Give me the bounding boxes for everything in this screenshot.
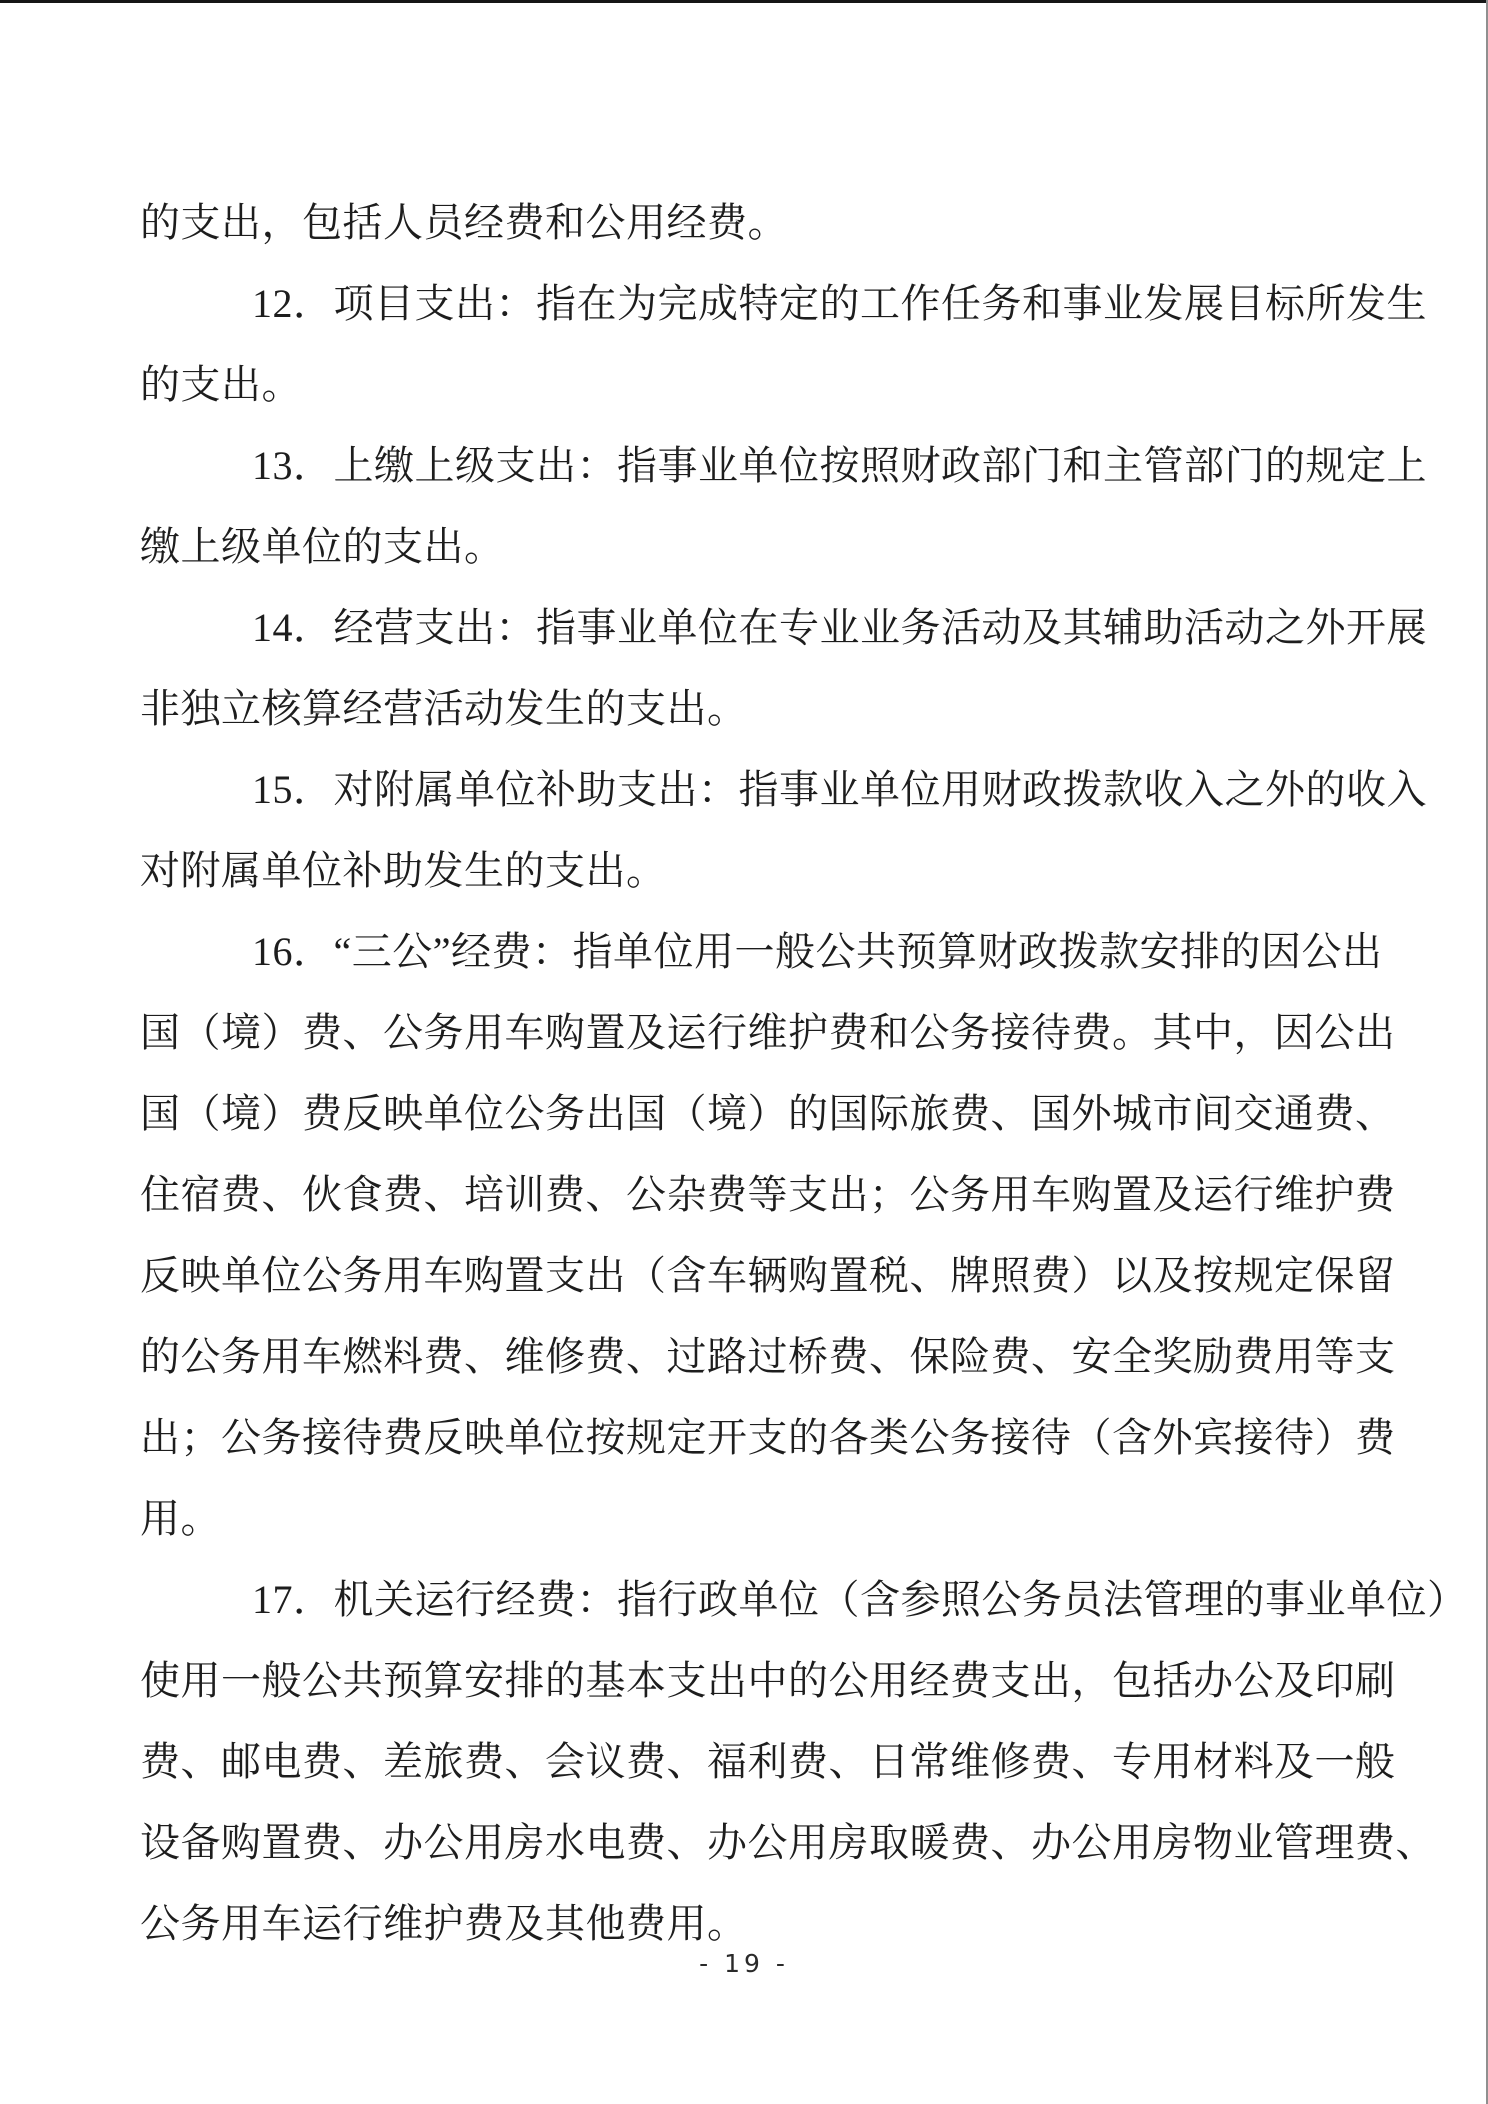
text-line: 的支出。 <box>140 362 302 407</box>
text-line: 17．机关运行经费：指行政单位（含参照公务员法管理的事业单位） <box>252 1577 1468 1622</box>
text-line: 设备购置费、办公用房水电费、办公用房取暖费、办公用房物业管理费、 <box>140 1820 1436 1865</box>
text-line: 住宿费、伙食费、培训费、公杂费等支出；公务用车购置及运行维护费 <box>140 1172 1396 1217</box>
text-line: 15．对附属单位补助支出：指事业单位用财政拨款收入之外的收入 <box>252 767 1427 812</box>
text-line: 14．经营支出：指事业单位在专业业务活动及其辅助活动之外开展 <box>252 605 1427 650</box>
text-line: 反映单位公务用车购置支出（含车辆购置税、牌照费）以及按规定保留 <box>140 1253 1396 1298</box>
text-line: 国（境）费反映单位公务出国（境）的国际旅费、国外城市间交通费、 <box>140 1091 1396 1136</box>
text-line: 缴上级单位的支出。 <box>140 524 505 569</box>
text-line: 的支出，包括人员经费和公用经费。 <box>140 200 788 245</box>
text-line: 16．“三公”经费：指单位用一般公共预算财政拨款安排的因公出 <box>252 929 1383 974</box>
text-line: 13．上缴上级支出：指事业单位按照财政部门和主管部门的规定上 <box>252 443 1427 488</box>
scan-edge-top-artifact <box>0 0 1488 3</box>
text-line: 国（境）费、公务用车购置及运行维护费和公务接待费。其中，因公出 <box>140 1010 1396 1055</box>
page-number: - 19 - <box>699 1949 789 1978</box>
text-line: 12．项目支出：指在为完成特定的工作任务和事业发展目标所发生 <box>252 281 1427 326</box>
text-line: 用。 <box>140 1496 221 1541</box>
document-body <box>140 182 1468 1964</box>
text-line: 非独立核算经营活动发生的支出。 <box>140 686 748 731</box>
text-line: 使用一般公共预算安排的基本支出中的公用经费支出，包括办公及印刷 <box>140 1658 1396 1703</box>
page-footer <box>0 1948 1488 1980</box>
text-line: 对附属单位补助发生的支出。 <box>140 848 667 893</box>
text-line: 费、邮电费、差旅费、会议费、福利费、日常维修费、专用材料及一般 <box>140 1739 1396 1784</box>
text-line: 公务用车运行维护费及其他费用。 <box>140 1901 748 1946</box>
text-line: 出；公务接待费反映单位按规定开支的各类公务接待（含外宾接待）费 <box>140 1415 1396 1460</box>
text-line: 的公务用车燃料费、维修费、过路过桥费、保险费、安全奖励费用等支 <box>140 1334 1396 1379</box>
